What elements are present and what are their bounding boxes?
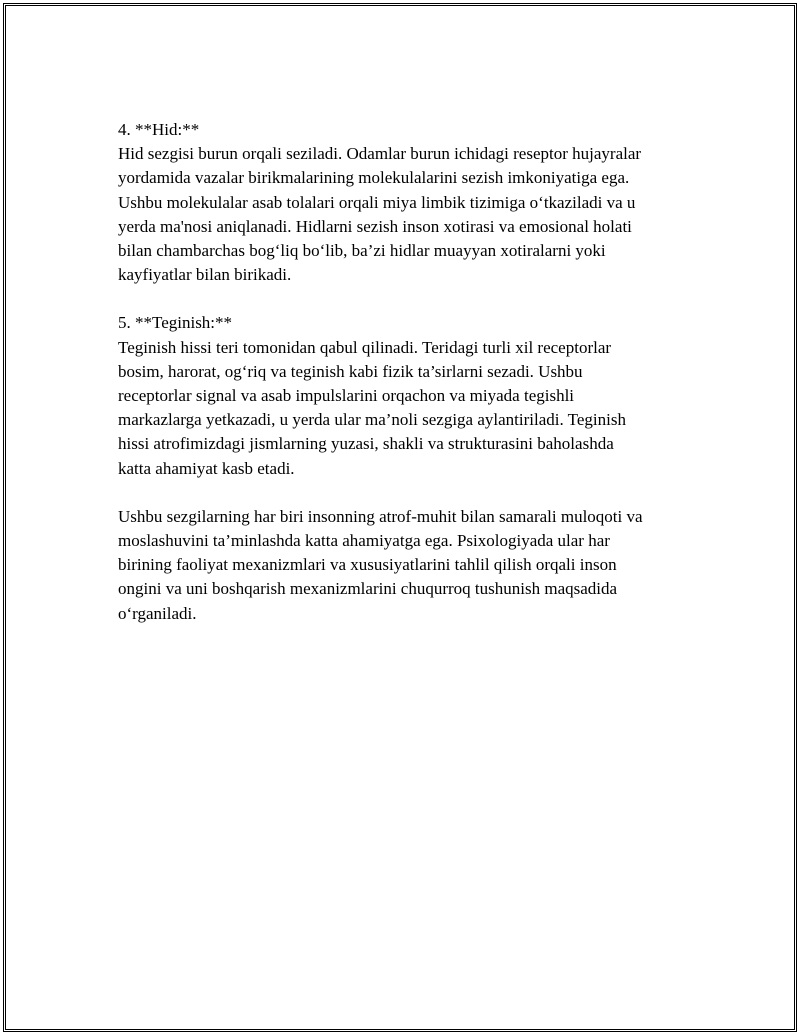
- paragraph-line: bosim, harorat, og‘riq va teginish kabi fizik ta’sirlarni sezadi. Ushbu: [118, 361, 583, 381]
- document-body: [118, 118, 708, 650]
- section-teginish: [118, 311, 708, 480]
- paragraph-line: birining faoliyat mexanizmlari va xususiyatlarini tahlil qilish orqali inson: [118, 555, 617, 575]
- section-hid: [118, 118, 708, 287]
- paragraph-line: yerda ma'nosi aniqlanadi. Hidlarni sezish inson xotirasi va emosional holati: [118, 216, 632, 236]
- paragraph-line: yordamida vazalar birikmalarining molekulalarini sezish imkoniyatiga ega.: [118, 168, 630, 188]
- paragraph-line: Ushbu sezgilarning har biri insonning atrof-muhit bilan samarali muloqoti va: [118, 506, 643, 526]
- paragraph-line: hissi atrofimizdagi jismlarning yuzasi, shakli va strukturasini baholashda: [118, 434, 614, 454]
- paragraph-line: Teginish hissi teri tomonidan qabul qilinadi. Teridagi turli xil receptorlar: [118, 337, 612, 357]
- paragraph-line: Hid sezgisi burun orqali seziladi. Odamlar burun ichidagi reseptor hujayralar: [118, 144, 642, 164]
- paragraph-line: markazlarga yetkazadi, u yerda ular ma’noli sezgiga aylantiriladi. Teginish: [118, 410, 626, 430]
- paragraph-line: katta ahamiyat kasb etadi.: [118, 458, 295, 478]
- paragraph-line: Ushbu molekulalar asab tolalari orqali miya limbik tizimiga o‘tkaziladi va u: [118, 192, 636, 212]
- paragraph-line: moslashuvini ta’minlashda katta ahamiyatga ega. Psixologiyada ular har: [118, 531, 610, 551]
- paragraph-line: receptorlar signal va asab impulslarini orqachon va miyada tegishli: [118, 386, 575, 406]
- section-heading: 4. **Hid:**: [118, 120, 200, 139]
- paragraph-line: o‘rganiladi.: [118, 603, 197, 623]
- section-conclusion: [118, 505, 708, 626]
- paragraph-line: bilan chambarchas bog‘liq bo‘lib, ba’zi hidlar muayyan xotiralarni yoki: [118, 241, 606, 261]
- paragraph-line: kayfiyatlar bilan birikadi.: [118, 265, 292, 285]
- paragraph-line: ongini va uni boshqarish mexanizmlarini chuqurroq tushunish maqsadida: [118, 579, 618, 599]
- section-heading: 5. **Teginish:**: [118, 313, 233, 333]
